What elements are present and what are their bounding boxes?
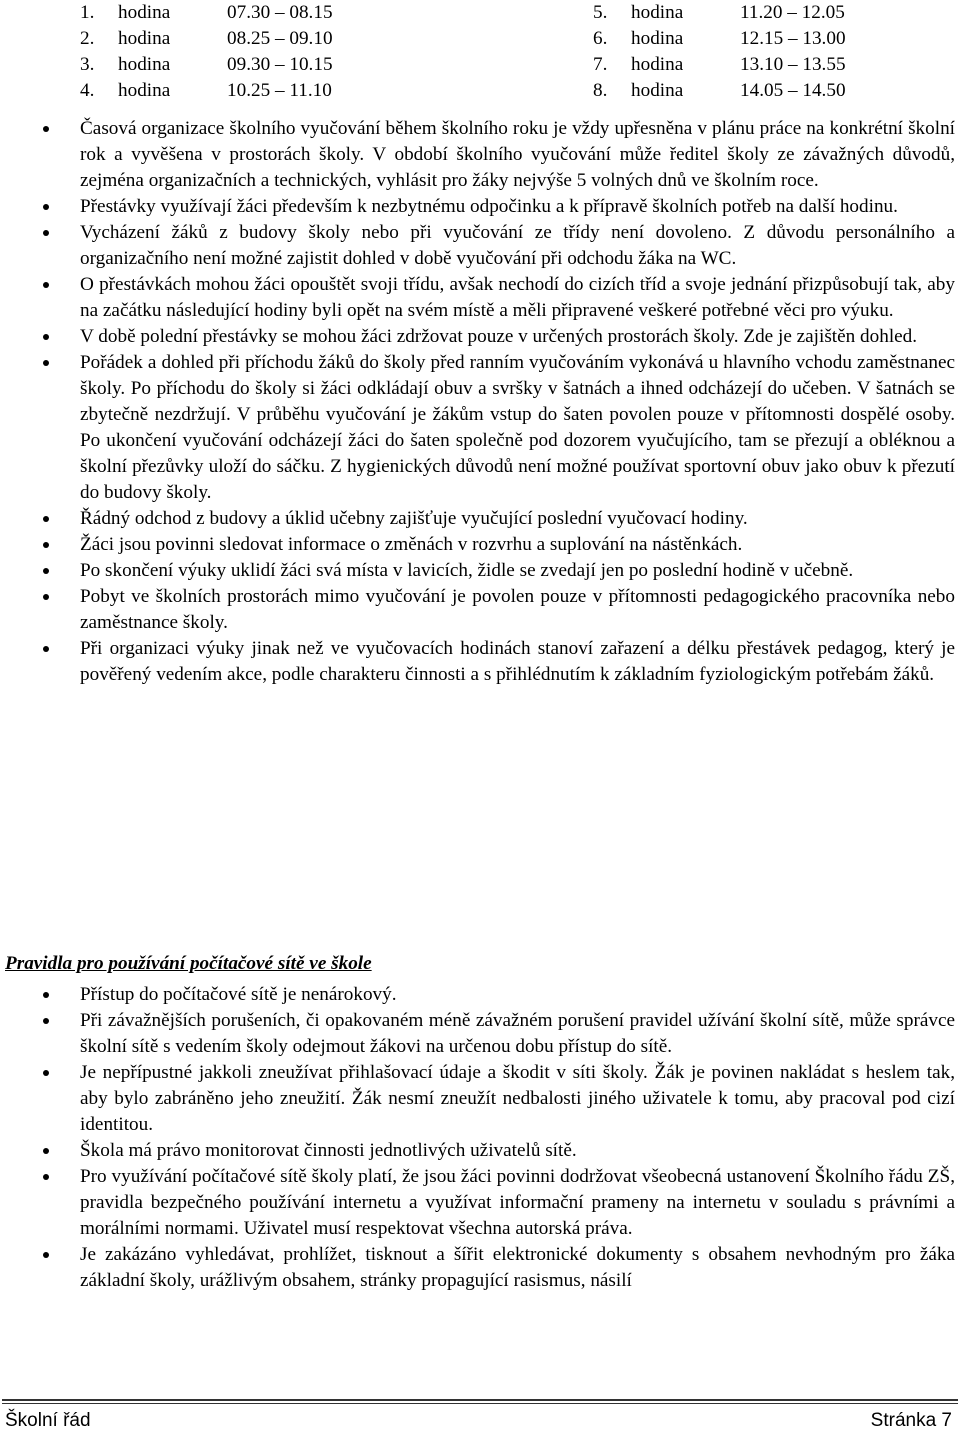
schedule-row bbox=[80, 52, 333, 78]
rule-item: Po skončení výuky uklidí žáci svá místa v lavicích, židle se zvedají jen po poslední hodině v učebně. bbox=[80, 558, 955, 584]
rule-item: Přestávky využívají žáci především k nezbytnému odpočinku a k přípravě školních potřeb na další hodinu. bbox=[80, 194, 955, 220]
lesson-label: hodina bbox=[631, 28, 684, 49]
footer-divider bbox=[2, 1399, 958, 1401]
footer-document-title: Školní řád bbox=[5, 1410, 91, 1431]
lesson-time: 12.15 – 13.00 bbox=[740, 28, 846, 49]
lesson-number: 1. bbox=[80, 2, 95, 23]
lesson-label: hodina bbox=[118, 80, 171, 101]
lesson-number: 2. bbox=[80, 28, 95, 49]
lesson-number: 8. bbox=[593, 80, 608, 101]
lesson-time: 13.10 – 13.55 bbox=[740, 54, 846, 75]
network-rule-item: Pro využívání počítačové sítě školy platí, že jsou žáci povinni dodržovat všeobecná ustanovení Školního řádu ZŠ, pravidla bezpečného používání internetu a využívat informační prameny na internetu v souladu s právními a morálními normami. Uživatel musí respektovat všechna autorská práva. bbox=[80, 1164, 955, 1242]
schedule-row bbox=[80, 0, 333, 26]
rule-item: O přestávkách mohou žáci opouštět svoji třídu, avšak nechodí do cizích tříd a svoje jednání přizpůsobují tak, aby na začátku následující hodiny byli opět na svém místě a měli připravené veškeré potřebné věci pro výuku. bbox=[80, 272, 955, 324]
schedule-row bbox=[593, 78, 846, 104]
rule-item: Pobyt ve školních prostorách mimo vyučování je povolen pouze v přítomnosti pedagogického pracovníka nebo zaměstnance školy. bbox=[80, 584, 955, 636]
footer-page-number: Stránka 7 bbox=[870, 1410, 952, 1431]
footer-divider-thin bbox=[2, 1403, 958, 1404]
schedule-row bbox=[80, 78, 332, 104]
network-rule-item: Je nepřípustné jakkoli zneužívat přihlašovací údaje a škodit v síti školy. Žák je povinen nakládat s heslem tak, aby bylo zabráněno jeho zneužití. Žák nesmí zneužít nedbalosti jiného uživatele k tomu, aby pracoval pod cizí identitou. bbox=[80, 1060, 955, 1138]
lesson-time: 09.30 – 10.15 bbox=[227, 54, 333, 75]
school-rules-list bbox=[80, 116, 955, 688]
rule-item: Pořádek a dohled při příchodu žáků do školy před ranním vyučováním vykonává u hlavního vchodu zaměstnanec školy. Po příchodu do školy si žáci odkládají obuv a svršky v šatnách a ihned odcházejí do učeben. V šatnách se zbytečně nezdržují. V průběhu vyučování je žákům vstup do šaten povolen pouze v přítomnosti dospělé osoby. Po ukončení vyučování odcházejí žáci do šaten společně pod dozorem vyučujícího, tam se přezují a obléknou a školní přezůvky uloží do sáčku. Z hygienických důvodů není možné používat sportovní obuv jako obuv k přezutí do budovy školy. bbox=[80, 350, 955, 506]
network-rule-item: Při závažnějších porušeních, či opakovaném méně závažném porušení pravidel užívání školní sítě, může správce školní sítě s vedením školy odejmout žákovi na určenou dobu přístup do sítě. bbox=[80, 1008, 955, 1060]
lesson-label: hodina bbox=[118, 28, 171, 49]
schedule-row bbox=[593, 52, 846, 78]
network-rules-heading: Pravidla pro používání počítačové sítě ve škole bbox=[5, 953, 372, 974]
lesson-number: 7. bbox=[593, 54, 608, 75]
lesson-time: 10.25 – 11.10 bbox=[227, 80, 332, 101]
network-rule-item: Je zakázáno vyhledávat, prohlížet, tisknout a šířit elektronické dokumenty s obsahem nevhodným pro žáka základní školy, urážlivým obsahem, stránky propagující rasismus, násilí bbox=[80, 1242, 955, 1294]
lesson-time: 07.30 – 08.15 bbox=[227, 2, 333, 23]
rule-item: V době polední přestávky se mohou žáci zdržovat pouze v určených prostorách školy. Zde je zajištěn dohled. bbox=[80, 324, 955, 350]
schedule-row bbox=[80, 26, 333, 52]
rule-item: Při organizaci výuky jinak než ve vyučovacích hodinách stanoví zařazení a délku přestávek pedagog, který je pověřený vedením akce, podle charakteru činnosti a s přihlédnutím k základním fyziologickým potřebám žáků. bbox=[80, 636, 955, 688]
lesson-number: 6. bbox=[593, 28, 608, 49]
lesson-label: hodina bbox=[118, 54, 171, 75]
rule-item: Řádný odchod z budovy a úklid učebny zajišťuje vyučující poslední vyučovací hodiny. bbox=[80, 506, 955, 532]
rule-item: Vycházení žáků z budovy školy nebo při vyučování ze třídy není dovoleno. Z důvodu personálního a organizačního není možné zajistit dohled v době vyučování při odchodu žáka na WC. bbox=[80, 220, 955, 272]
lesson-label: hodina bbox=[118, 2, 171, 23]
lesson-time: 14.05 – 14.50 bbox=[740, 80, 846, 101]
lesson-label: hodina bbox=[631, 2, 684, 23]
schedule-row bbox=[593, 0, 845, 26]
lesson-time: 08.25 – 09.10 bbox=[227, 28, 333, 49]
network-rule-item: Škola má právo monitorovat činnosti jednotlivých uživatelů sítě. bbox=[80, 1138, 955, 1164]
lesson-number: 4. bbox=[80, 80, 95, 101]
rule-item: Žáci jsou povinni sledovat informace o změnách v rozvrhu a suplování na nástěnkách. bbox=[80, 532, 955, 558]
lesson-number: 3. bbox=[80, 54, 95, 75]
lesson-label: hodina bbox=[631, 80, 684, 101]
lesson-number: 5. bbox=[593, 2, 608, 23]
network-rule-item: Přístup do počítačové sítě je nenárokový. bbox=[80, 982, 955, 1008]
network-rules-list bbox=[80, 982, 955, 1294]
lesson-time: 11.20 – 12.05 bbox=[740, 2, 845, 23]
rule-item: Časová organizace školního vyučování během školního roku je vždy upřesněna v plánu práce na konkrétní školní rok a vyvěšena v prostorách školy. V období školního vyučování může ředitel školy ze závažných důvodů, zejména organizačních a technických, vyhlásit pro žáky nejvýše 5 volných dnů ve školním roce. bbox=[80, 116, 955, 194]
lesson-label: hodina bbox=[631, 54, 684, 75]
schedule-row bbox=[593, 26, 846, 52]
